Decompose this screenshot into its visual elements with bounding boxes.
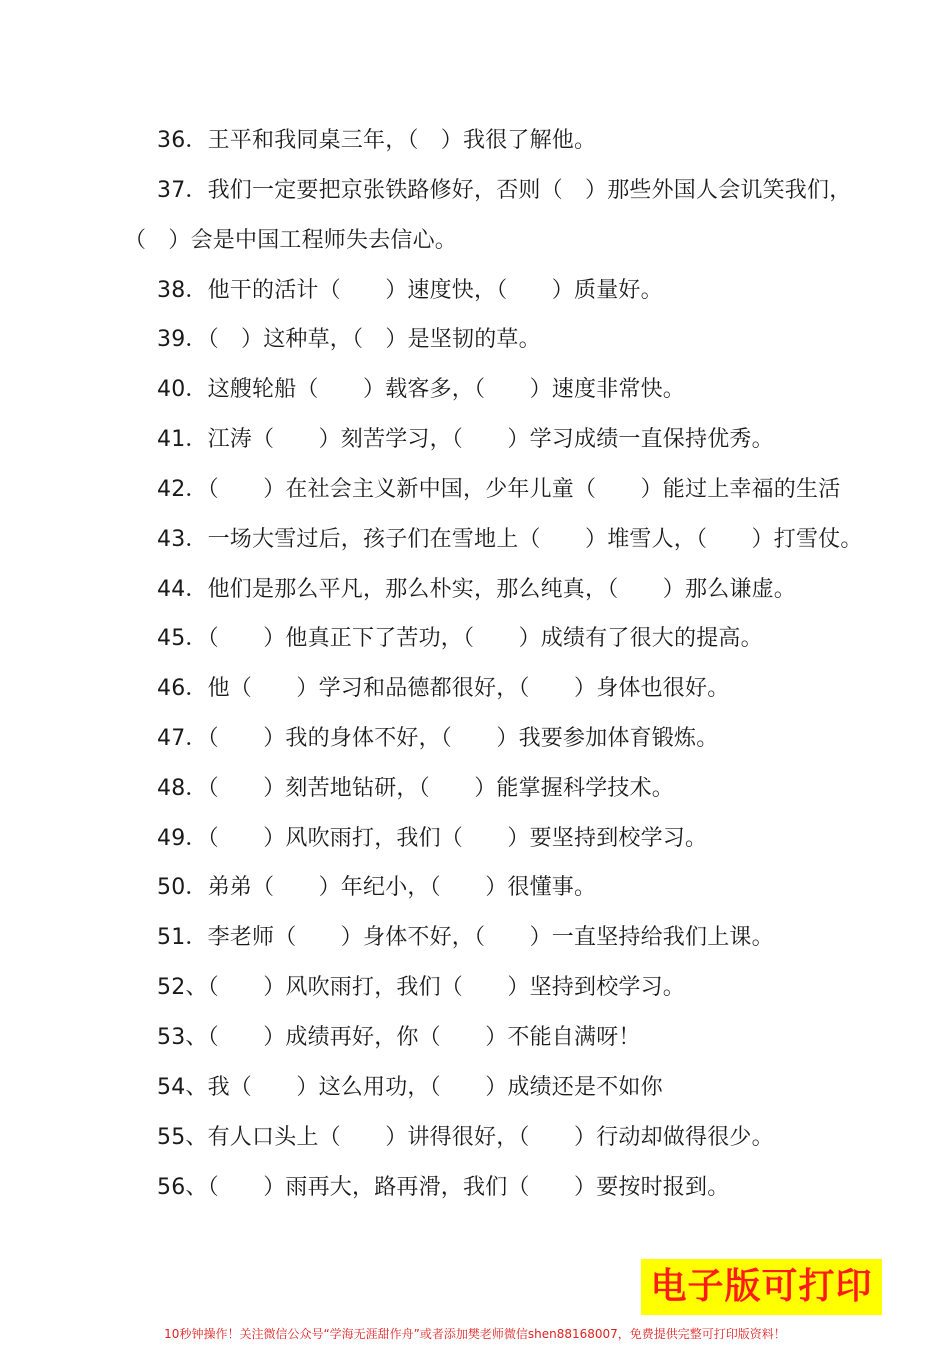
exercise-51: 51．李老师（ ）身体不好，（ ）一直坚持给我们上课。 bbox=[157, 925, 774, 950]
exercise-47: 47．（ ）我的身体不好，（ ）我要参加体育锻炼。 bbox=[157, 726, 719, 751]
exercise-52: 52、（ ）风吹雨打，我们（ ）坚持到校学习。 bbox=[157, 975, 685, 1000]
exercise-50: 50．弟弟（ ）年纪小，（ ）很懂事。 bbox=[157, 875, 597, 900]
exercise-55: 55、有人口头上（ ）讲得很好，（ ）行动却做得很少。 bbox=[157, 1125, 774, 1150]
exercise-46: 46．他（ ）学习和品德都很好，（ ）身体也很好。 bbox=[157, 676, 730, 701]
exercise-37: 37．我们一定要把京张铁路修好，否则（ ）那些外国人会讥笑我们， bbox=[157, 178, 852, 203]
exercise-40: 40．这艘轮船（ ）载客多，（ ）速度非常快。 bbox=[157, 377, 685, 402]
exercise-54: 54、我（ ）这么用功，（ ）成绩还是不如你 bbox=[157, 1075, 663, 1100]
printable-badge: 电子版可打印 bbox=[641, 1259, 882, 1315]
exercise-38: 38．他干的活计（ ）速度快，（ ）质量好。 bbox=[157, 278, 663, 303]
exercise-41: 41．江涛（ ）刻苦学习，（ ）学习成绩一直保持优秀。 bbox=[157, 427, 774, 452]
exercise-49: 49．（ ）风吹雨打，我们（ ）要坚持到校学习。 bbox=[157, 826, 708, 851]
exercise-53: 53、（ ）成绩再好，你（ ）不能自满呀！ bbox=[157, 1025, 641, 1050]
exercise-42: 42．（ ）在社会主义新中国，少年儿童（ ）能过上幸福的生活 bbox=[157, 477, 841, 502]
exercise-36: 36．王平和我同桌三年，（ ）我很了解他。 bbox=[157, 128, 597, 153]
exercise-45: 45．（ ）他真正下了苦功，（ ）成绩有了很大的提高。 bbox=[157, 626, 763, 651]
exercise-48: 48．（ ）刻苦地钻研，（ ）能掌握科学技术。 bbox=[157, 776, 674, 801]
footer-note: 10秒钟操作！关注微信公众号“学海无涯甜作舟”或者添加樊老师微信shen88168007，免费提供完整可打印版资料！ bbox=[164, 1327, 786, 1341]
exercise-37-continued: （ ）会是中国工程师失去信心。 bbox=[124, 228, 458, 253]
exercise-39: 39．（ ）这种草，（ ）是坚韧的草。 bbox=[157, 327, 541, 352]
exercise-56: 56、（ ）雨再大，路再滑，我们（ ）要按时报到。 bbox=[157, 1175, 730, 1200]
exercise-43: 43．一场大雪过后，孩子们在雪地上（ ）堆雪人，（ ）打雪仗。 bbox=[157, 527, 863, 552]
exercise-44: 44．他们是那么平凡，那么朴实，那么纯真，（ ）那么谦虚。 bbox=[157, 577, 796, 602]
